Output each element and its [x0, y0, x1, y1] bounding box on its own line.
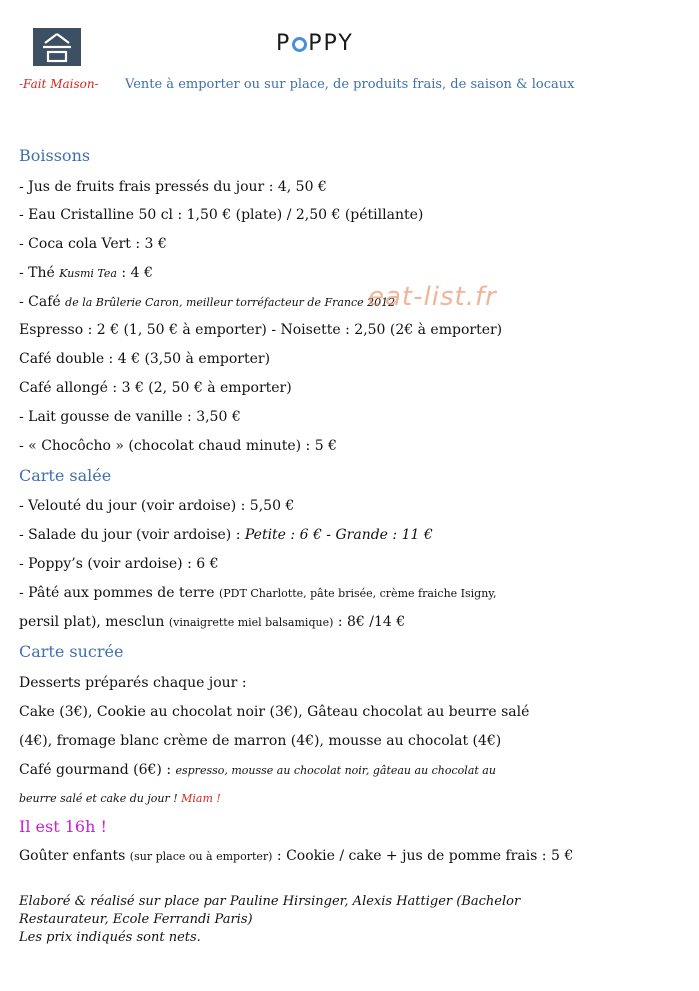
fait-maison-label: -Fait Maison- [19, 77, 99, 91]
menu-item-gouter: Goûter enfants (sur place ou à emporter) : Cookie / cake + jus de pomme frais : 5 € [19, 848, 574, 864]
section-sucree-title: Carte sucrée [19, 642, 124, 661]
menu-item-veloute: - Velouté du jour (voir ardoise) : 5,50 € [19, 498, 295, 514]
menu-item-pate: - Pâté aux pommes de terre (PDT Charlotte, pâte brisée, crème fraiche Isigny, [19, 585, 497, 601]
footer-credit-line1: Elaboré & réalisé sur place par Pauline Hirsinger, Alexis Hattiger (Bachelor [19, 894, 521, 909]
menu-item-jus: - Jus de fruits frais pressés du jour : 4, 50 € [19, 179, 327, 195]
menu-item-poppys: - Poppy’s (voir ardoise) : 6 € [19, 556, 219, 572]
menu-item-pate-cont: persil plat), mesclun (vinaigrette miel balsamique) : 8€ /14 € [19, 614, 406, 630]
watermark: eat-list.fr [368, 282, 497, 312]
brand-o-ring-icon [292, 37, 307, 52]
menu-item-cakes: Cake (3€), Cookie au chocolat noir (3€), Gâteau chocolat au beurre salé [19, 704, 530, 720]
section-salee-title: Carte salée [19, 466, 112, 485]
menu-item-chococho: - « Chocôcho » (chocolat chaud minute) : 5 € [19, 438, 337, 454]
logo-house-icon [33, 28, 81, 66]
menu-item-lait: - Lait gousse de vanille : 3,50 € [19, 409, 241, 425]
menu-item-cafe: - Café de la Brûlerie Caron, meilleur torréfacteur de France 2012 [19, 294, 396, 310]
menu-item-coca: - Coca cola Vert : 3 € [19, 236, 167, 252]
menu-item-salade: - Salade du jour (voir ardoise) : Petite : 6 € - Grande : 11 € [19, 527, 433, 543]
menu-item-eau: - Eau Cristalline 50 cl : 1,50 € (plate) / 2,50 € (pétillante) [19, 207, 424, 223]
menu-item-cafe-double: Café double : 4 € (3,50 à emporter) [19, 351, 271, 367]
menu-item-espresso: Espresso : 2 € (1, 50 € à emporter) - Noisette : 2,50 (2€ à emporter) [19, 322, 503, 338]
section-boissons-title: Boissons [19, 146, 91, 165]
footer-prices-note: Les prix indiqués sont nets. [19, 930, 201, 945]
desserts-intro: Desserts préparés chaque jour : [19, 675, 247, 691]
footer-credit-line2: Restaurateur, Ecole Ferrandi Paris) [19, 912, 253, 927]
menu-item-cakes-cont: (4€), fromage blanc crème de marron (4€), mousse au chocolat (4€) [19, 733, 502, 749]
tagline: Vente à emporter ou sur place, de produits frais, de saison & locaux [125, 77, 575, 92]
menu-item-the: - Thé Kusmi Tea : 4 € [19, 265, 153, 281]
menu-item-cafe-allonge: Café allongé : 3 € (2, 50 € à emporter) [19, 380, 292, 396]
il-est-16h: Il est 16h ! [19, 817, 107, 836]
menu-item-cafe-gourmand: Café gourmand (6€) : espresso, mousse au chocolat noir, gâteau au chocolat au [19, 762, 496, 778]
menu-item-gourmand-cont: beurre salé et cake du jour ! Miam ! [19, 792, 221, 805]
brand-name: P PPY [276, 31, 354, 56]
